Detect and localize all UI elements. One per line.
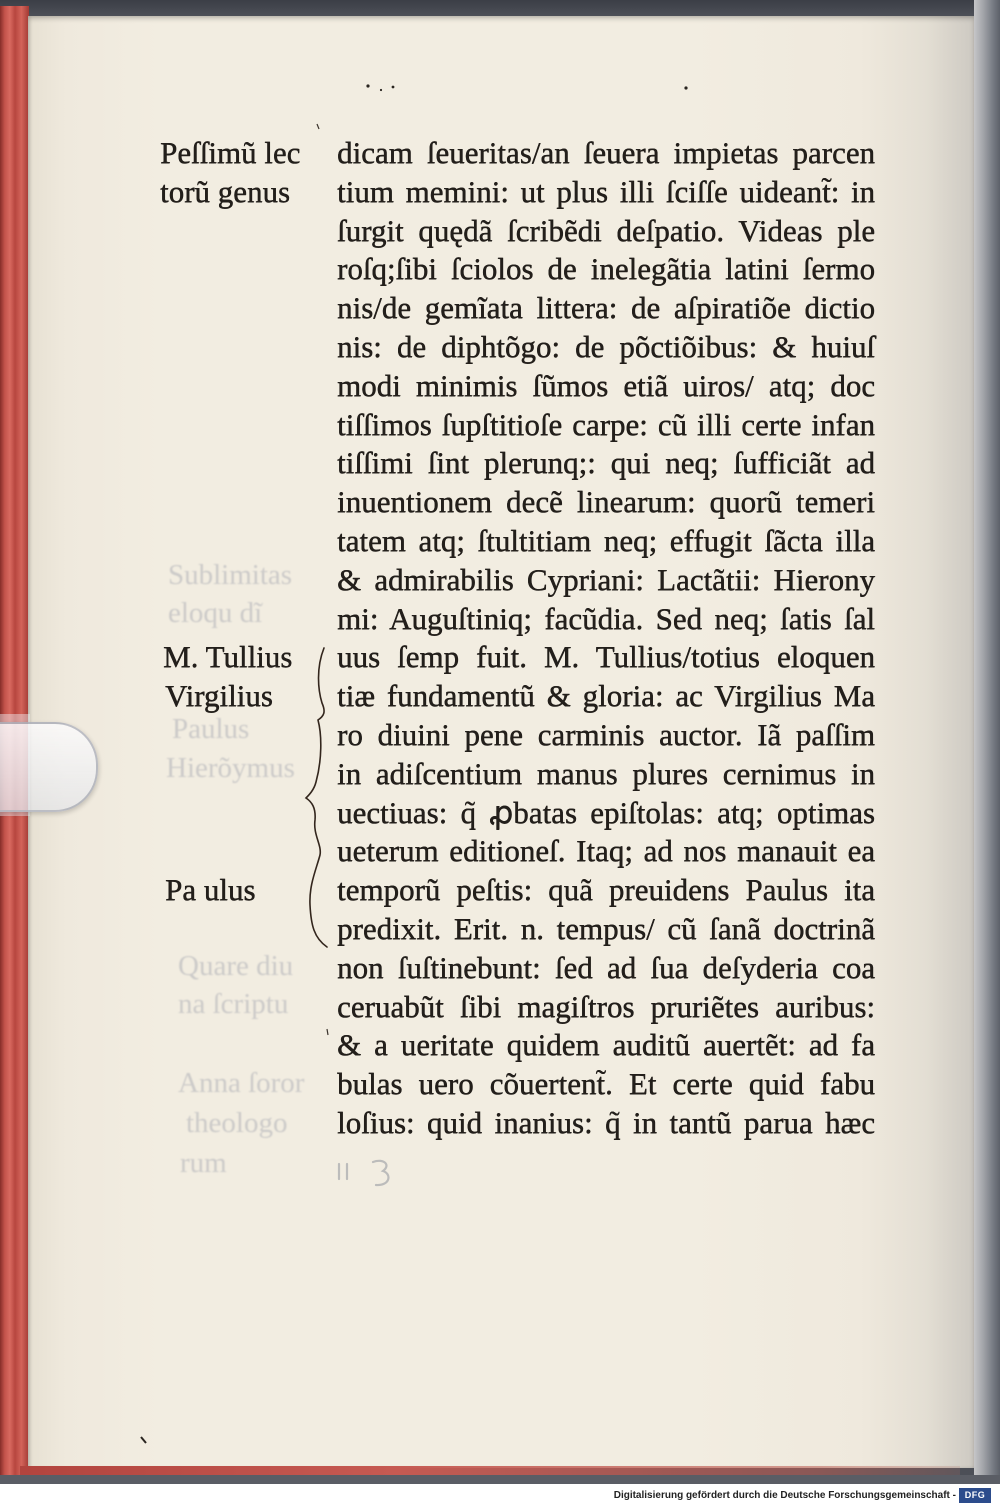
show-through-text: theologo [186, 1107, 288, 1139]
show-through-text: Anna ſoror [178, 1067, 305, 1099]
main-text-line-content: predixit. Erit. n. tempus/ cũ ſanã doctrinã [337, 910, 875, 946]
plastic-page-clip [0, 722, 98, 812]
main-text-block [337, 134, 875, 1143]
main-text-line-content: nis: de diphtõgo: de põctiõibus: & huiuſ [337, 328, 875, 364]
main-text-line-content: ro diuini pene carminis auctor. Iã paſſim [337, 716, 875, 752]
main-text-line-content: ueterum editioneſ. Itaq; ad nos manauit ea [337, 833, 875, 869]
main-text-line [337, 250, 875, 289]
marginal-note-m-tullius: M. Tullius [163, 639, 293, 675]
main-text-line-content: inuentionem decẽ linearum: quorũ temeri [337, 484, 875, 520]
main-text-line [337, 988, 875, 1027]
main-text-line-content: uectiuas: q̃ ꝓbatas epiſtolas: atq; optimas [337, 794, 875, 830]
main-text-line [337, 1026, 875, 1065]
main-text-line-content: mi: Auguſtiniq; facũdia. Sed neq; ſatis ſal [337, 600, 875, 636]
main-text-line [337, 561, 875, 600]
main-text-line [337, 677, 875, 716]
main-text-line-content: roſq;ſibi ſciolos de inelegãtia latini ſermo [337, 251, 875, 287]
main-text-line-content: bulas uero cõuertent̃. Et certe quid fabu [337, 1066, 875, 1102]
main-text-line [337, 794, 875, 833]
show-through-text: Quare diu [178, 950, 294, 982]
main-text-line [337, 716, 875, 755]
main-text-line-content: & admirabilis Cypriani: Lactãtii: Hierony [337, 561, 875, 597]
main-text-line [337, 522, 875, 561]
main-text-line [337, 1065, 875, 1104]
main-text-line-content: nis/de gemĩata littera: de aſpiratiõe dictio [337, 290, 875, 326]
show-through-text: eloqu dĩ [168, 597, 263, 629]
main-text-line [337, 212, 875, 251]
main-text-line [337, 910, 875, 949]
main-text-line-content: tatem atq; ſtultitiam neq; effugit ſãcta illa [337, 522, 875, 558]
main-text-line [337, 483, 875, 522]
show-through-text: Paulus [172, 713, 250, 745]
marginal-note-virgilius: Virgilius [165, 678, 273, 714]
marginal-note-torum-genus: torũ genus [160, 173, 291, 209]
main-text-line-content: non ſuſtinebunt: ſed ad ſua deſyderia coa [337, 949, 875, 985]
main-text-line [337, 755, 875, 794]
marginal-note-paulus: Pa ulus [165, 872, 256, 908]
main-text-line [337, 173, 875, 212]
main-text-line [337, 134, 875, 173]
main-text-line-content: & a ueritate quidem auditũ auertẽt: ad fa [337, 1027, 875, 1063]
main-text-line [337, 289, 875, 328]
show-through-text: Hierõymus [166, 752, 295, 784]
main-text-line [337, 406, 875, 445]
funding-credit-text: Digitalisierung gefördert durch die Deutsche Forschungsgemeinschaft - [613, 1490, 956, 1501]
main-text-line-content: modi minimis ſũmos etiã uiros/ atq; doc [337, 367, 875, 403]
main-text-line [337, 871, 875, 910]
main-text-line-content: ceruabũt ſibi magiſtros pruriẽtes auribus: [337, 988, 875, 1024]
main-text-line-content: tium memini: ut plus illi ſciſſe uideant̃: in [337, 173, 875, 209]
main-text-line [337, 1104, 875, 1143]
main-text-line-content: loſius: quid inanius: q̃ in tantũ parua hæc [337, 1104, 875, 1140]
main-text-line [337, 600, 875, 639]
main-text-line [337, 328, 875, 367]
main-text-line [337, 638, 875, 677]
main-text-line-content: uus ſemp fuit. M. Tullius/totius eloquen [337, 639, 875, 675]
show-through-text: rum [180, 1147, 227, 1179]
dfg-logo: DFG [959, 1488, 991, 1503]
main-text-line-content: temporũ peſtis: quã preuidens Paulus ita [337, 872, 875, 908]
main-text-line-content: ſurgit quędã ſcribẽdi deſpatio. Videas ple [337, 212, 875, 248]
main-text-line-content: tiæ fundamentũ & gloria: ac Virgilius Ma [337, 678, 875, 714]
footer-credit-bar [0, 1484, 1000, 1507]
show-through-text: na ſcriptu [178, 988, 289, 1020]
main-text-line [337, 949, 875, 988]
main-text-line-content: in adiſcentium manus plures cernimus in [337, 755, 875, 791]
show-through-text: Sublimitas [168, 559, 293, 591]
page-gutter-curve [974, 0, 1000, 1484]
main-text-line [337, 444, 875, 483]
main-text-line-content: tiſſimi ſint plerunq;: qui neq; ſufficiãt ad [337, 445, 875, 481]
red-bottom-edge [20, 1466, 960, 1475]
main-text-line [337, 832, 875, 871]
main-text-line-content: tiſſimos ſupſtitioſe carpe: cũ illi certe infan [337, 406, 875, 442]
marginal-note-pessimum-lec: Peſſimũ lec [160, 135, 301, 170]
main-text-line [337, 367, 875, 406]
main-text-line-content: dicam ſeueritas/an ſeuera impietas parcen [337, 135, 875, 170]
